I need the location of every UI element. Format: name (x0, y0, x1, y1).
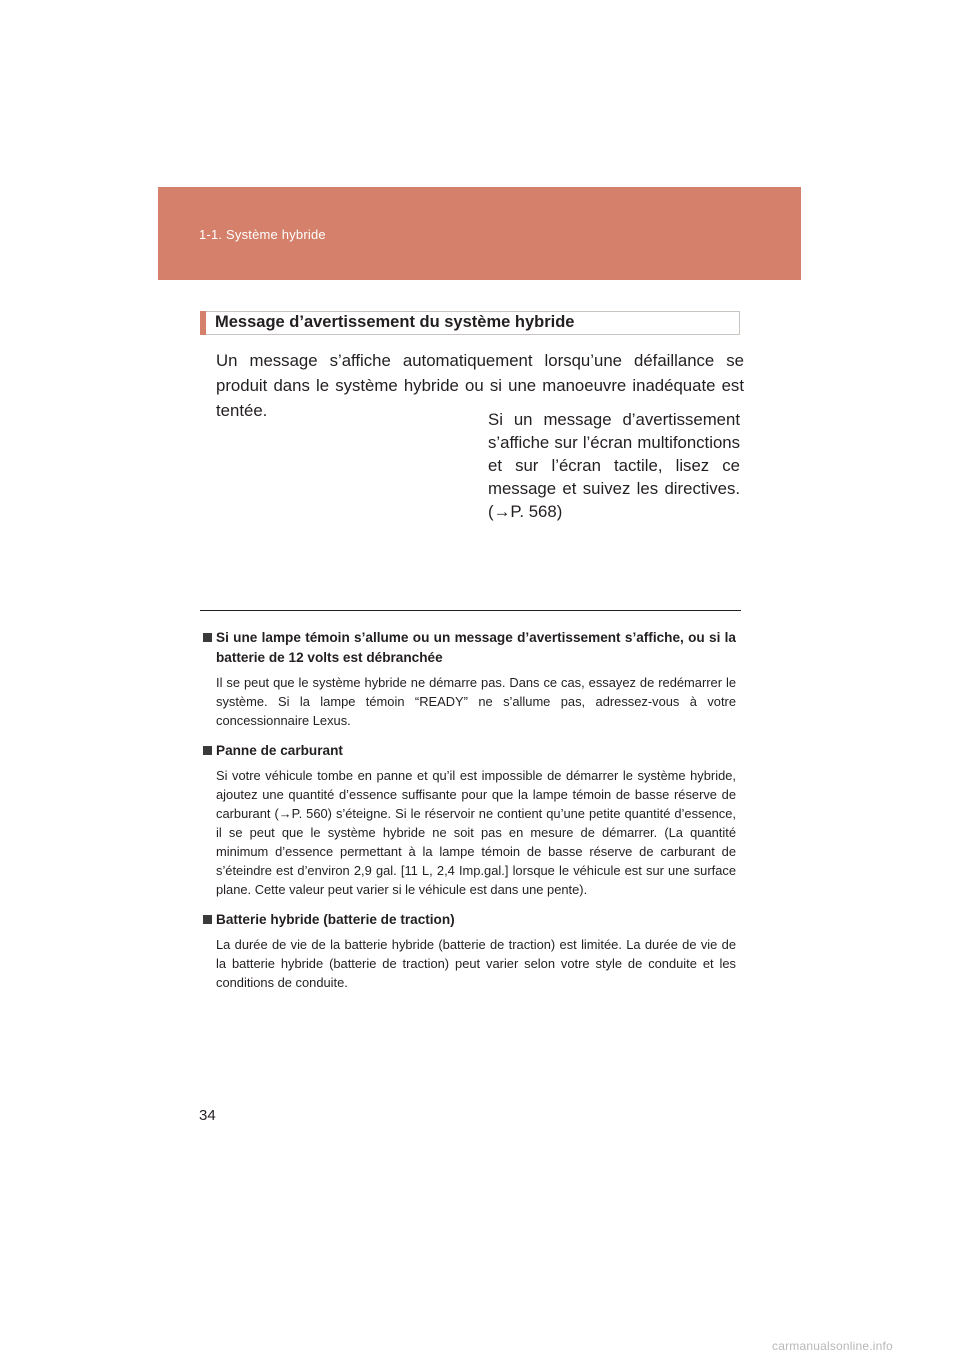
note-heading: Si une lampe témoin s’allume ou un message d’avertissement s’affiche, ou si la batterie de 12 volts est débranchée (216, 630, 736, 665)
note-body: La durée de vie de la batterie hybride (batterie de traction) est limitée. La durée de vie de la batterie hybride (batterie de traction) peut varier selon votre style de conduite et les conditions de conduite. (216, 937, 736, 990)
page-number: 34 (199, 1107, 216, 1124)
square-bullet-icon (203, 746, 212, 755)
intro-paragraph: Un message s’affiche automatiquement lorsqu’une défaillance se produit dans le système hybride ou si une manoeuvre inadéquate est tentée. (216, 351, 744, 420)
note-item (203, 628, 736, 730)
note-item (203, 910, 736, 992)
title-accent-bar (200, 311, 206, 335)
note-heading: Batterie hybride (batterie de traction) (216, 912, 455, 927)
square-bullet-icon (203, 633, 212, 642)
divider-rule (200, 610, 741, 611)
side-note-text: Si un message d’avertissement s’affiche sur l’écran multifonctions et sur l’écran tactile, lisez ce message et suivez les directives. (488, 410, 740, 498)
notes-list (203, 628, 736, 1003)
section-title-box (200, 311, 740, 335)
page-reference-link[interactable]: (→P. 568) (488, 502, 563, 521)
square-bullet-icon (203, 915, 212, 924)
watermark: carmanualsonline.info (772, 1339, 893, 1353)
note-item (203, 741, 736, 899)
note-body: Il se peut que le système hybride ne démarre pas. Dans ce cas, essayez de redémarrer le système. Si la lampe témoin “READY” ne s’allume pas, adressez-vous à votre concessionnaire Lexus. (216, 675, 736, 728)
section-label: 1-1. Système hybride (199, 227, 326, 242)
note-heading: Panne de carburant (216, 743, 343, 758)
note-body: Si votre véhicule tombe en panne et qu’il est impossible de démarrer le système hybride, ajoutez une quantité d’essence suffisante pour que la lampe témoin de basse réserve de carburant (→P. 560) s’éteigne. Si le réservoir ne contient qu’une petite quantité d’essence, il se peut que le système hybride ne soit pas en mesure de démarrer. (La quantité minimum d’essence permettant à la lampe témoin de basse réserve de carburant de s’éteindre est d’environ 2,9 gal. [11 L, 2,4 Imp.gal.] lorsque le véhicule est sur une surface plane. Cette valeur peut varier si le véhicule est dans une pente). (216, 768, 736, 897)
section-title: Message d’avertissement du système hybride (215, 313, 575, 331)
side-note (488, 408, 740, 523)
header-band (158, 187, 801, 280)
